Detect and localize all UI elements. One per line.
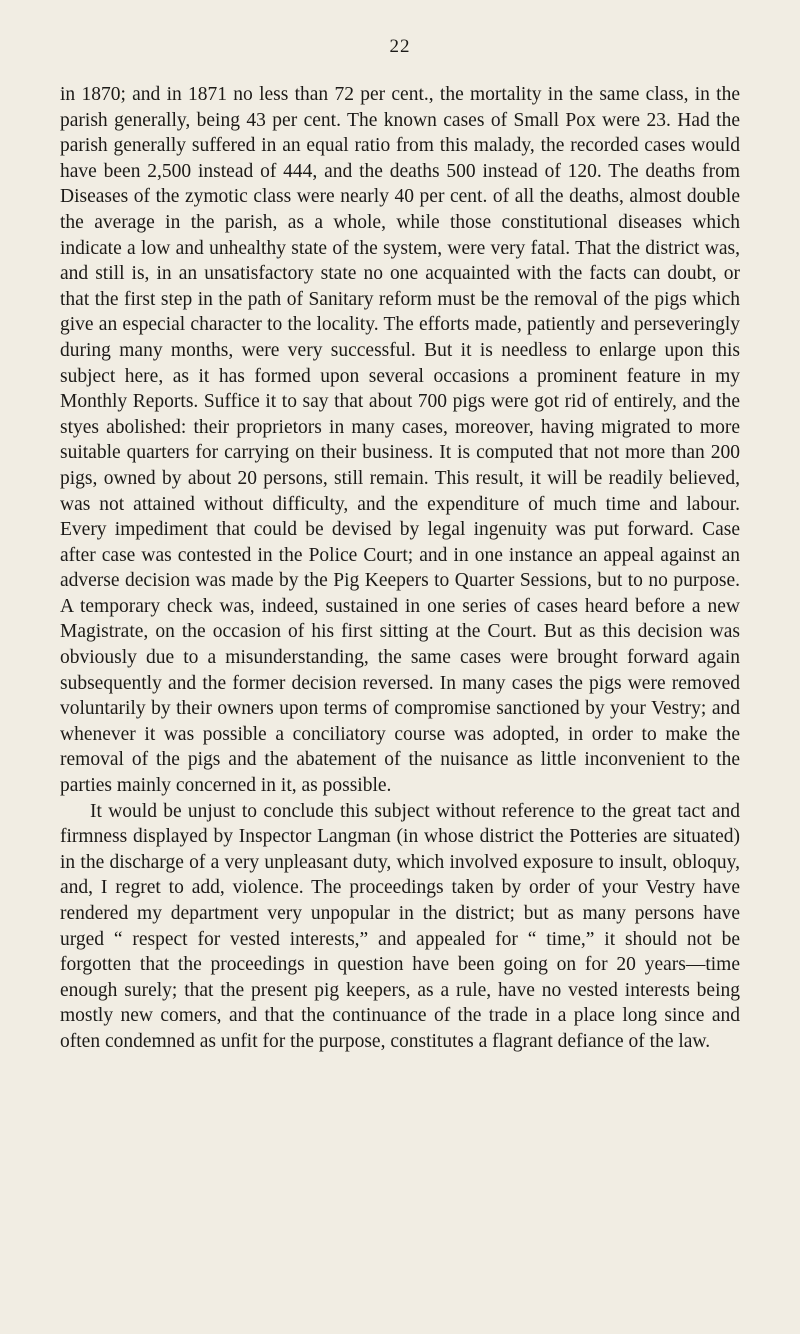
paragraph-1: in 1870; and in 1871 no less than 72 per cent., the mortality in the same class, in the parish generally, being 43 per cent. The known cases of Small Pox were 23. Had the parish generally suffered in an equal ratio from this malady, the recorded cases would have been 2,500 instead of 444, and the deaths 500 instead of 120. The deaths from Diseases of the zymotic class were nearly 40 per cent. of all the deaths, almost double the average in the parish, as a whole, while those constitutional diseases which indicate a low and unhealthy state of the system, were very fatal. That the district was, and still is, in an unsatisfactory state no one acquainted with the facts can doubt, or that the first step in the path of Sanitary reform must be the removal of the pigs which give an especial character to the locality. The efforts made, patiently and perseveringly during many months, were very successful. But it is needless to enlarge upon this subject here, as it has formed upon several occasions a prominent feature in my Monthly Reports. Suffice it to say that about 700 pigs were got rid of entirely, and the styes abolished: their proprietors in many cases, moreover, having migrated to more suitable quarters for carrying on their business. It is computed that not more than 200 pigs, owned by about 20 persons, still remain. This result, it will be readily believed, was not attained without difficulty, and the expenditure of much time and labour. Every impediment that could be devised by legal ingenuity was put forward. Case after case was contested in the Police Court; and in one instance an appeal against an adverse decision was made by the Pig Keepers to Quarter Sessions, but to no purpose. A temporary check was, indeed, sustained in one series of cases heard before a new Magistrate, on the occasion of his first sitting at the Court. But as this decision was obviously due to a misunderstanding, the same cases were brought forward again subsequently and the former decision reversed. In many cases the pigs were removed voluntarily by their owners upon terms of compromise sanctioned by your Vestry; and whenever it was possible a conciliatory course was adopted, in order to make the removal of the pigs and the abatement of the nuisance as little inconvenient to the parties mainly concerned in it, as possible.: [60, 84, 740, 797]
paragraph-2: It would be unjust to conclude this subject without reference to the great tact and firmness displayed by Inspector Langman (in whose district the Potteries are situated) in the discharge of a very unpleasant duty, which involved exposure to insult, obloquy, and, I regret to add, violence. The proceedings taken by order of your Vestry have rendered my department very unpopular in the district; but as many persons have urged “ respect for vested interests,” and appealed for “ time,” it should not be forgotten that the proceedings in question have been going on for 20 years—time enough surely; that the present pig keepers, as a rule, have no vested interests being mostly new comers, and that the continuance of the trade in a place long since and often condemned as unfit for the purpose, constitutes a flagrant defiance of the law.: [60, 800, 740, 1052]
body-text: [60, 82, 740, 1055]
page-number: 22: [389, 36, 411, 57]
